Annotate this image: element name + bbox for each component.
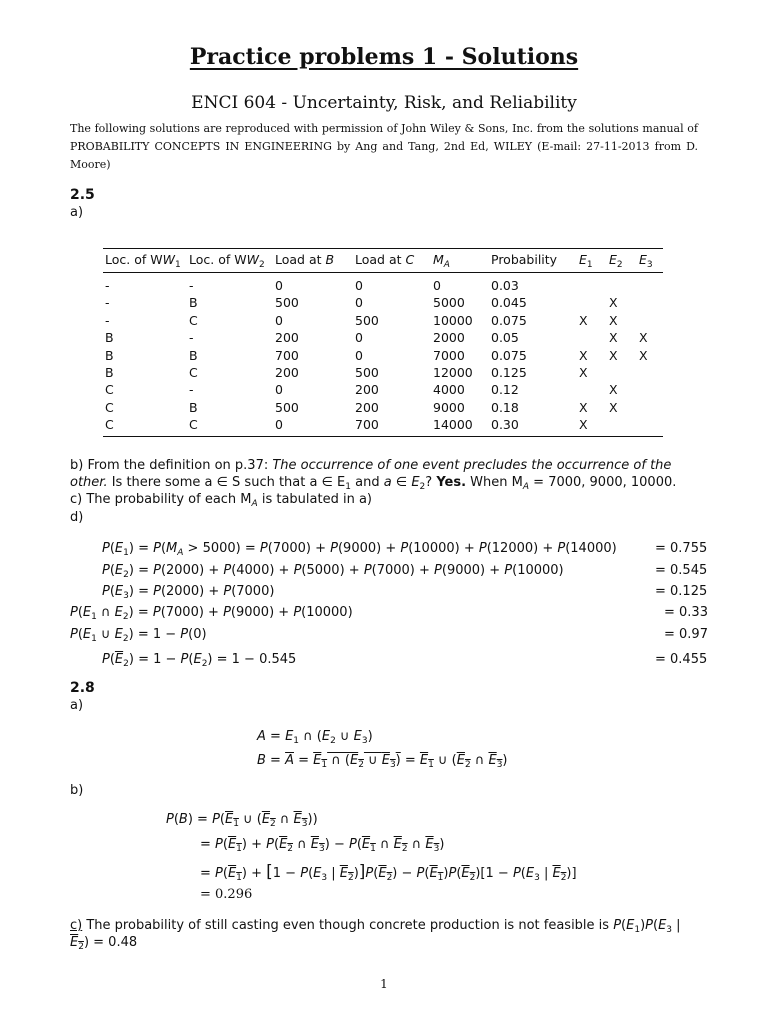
part-a-label: a) (70, 205, 84, 220)
part-d-label: d) (70, 510, 84, 525)
col-load-c: Load at C (353, 249, 431, 273)
eq-complement: $P(\overline{E}_2) = 1 - P(E_2) = 1 - 0.545$ (102, 652, 297, 669)
table-row: - B 500 0 5000 0.045 X (105, 295, 618, 311)
col-loc-w2: Loc. of $WW_2$ (187, 249, 273, 273)
eq-pb-result: = 0.296 (200, 887, 253, 902)
eq-pe3: $P(E_3) = P(2000) + P(7000)$ (102, 584, 275, 601)
col-e3: $E_3$ (637, 249, 663, 273)
result-6: = 0.455 (655, 652, 708, 667)
eq-pe2: $P(E_2) = P(2000) + P(4000) + P(5000) + P(7000) + P(9000) + P(10000)$ (102, 563, 564, 580)
eq-intersection: $P(E_1$ ∩ $E_2) = P(7000) + P(9000) + P(10000)$ (70, 605, 353, 622)
page-number: 1 (380, 977, 388, 991)
result-4: = 0.33 (664, 605, 708, 620)
table-row: C - 0 200 4000 0.12 X (105, 382, 618, 398)
part-b-line1: b) From the definition on p.37: The occurrence of one event precludes the occurrence of the (70, 458, 672, 473)
result-2: = 0.545 (655, 563, 708, 578)
eq-pe1: $P(E_1) = P(M_A > 5000) = P(7000) + P(9000) + P(10000) + P(12000) + P(14000)$ (102, 541, 617, 558)
result-1: = 0.755 (655, 541, 708, 556)
eq-b-def: $B = \overline{A} = E_1$ ∩ ($E_2$ ∪ $E_3) = E_1$ ∪ ($E_2$ ∩ $E_3$) (257, 753, 508, 770)
table-row: C B 500 200 9000 0.18 X X (105, 399, 618, 415)
col-ma: $M_A$ (431, 249, 489, 273)
page-title: Practice problems 1 - Solutions (189, 44, 579, 70)
table-header-row (103, 249, 663, 273)
col-probability: Probability (489, 249, 577, 273)
table-row: B B 700 0 7000 0.075 X X X (105, 347, 648, 363)
col-e1: $E_1$ (577, 249, 607, 273)
table-row: B C 200 500 12000 0.125 X (105, 365, 588, 381)
intro-paragraph: The following solutions are reproduced with permission of John Wiley & Sons, Inc. from the solutions manual of PROBABILITY CONCEPTS IN ENGINEERING by Ang and Tang, 2nd Ed, WILEY (E-mail: 27-11-2013 from D. Moore) (70, 122, 698, 171)
col-e2: $E_2$ (607, 249, 637, 273)
eq-a-def: $A = E_1$ ∩ ($E_2$ ∪ $E_3$) (257, 729, 373, 746)
problem-2-5-heading: 2.5 (70, 187, 95, 203)
problem-2-8-heading: 2.8 (70, 680, 95, 696)
part-c-2-8-line1: c) The probability of still casting even though concrete production is not feasible is $P(E_1)P(E_3$ | (70, 918, 681, 935)
load-table (103, 248, 663, 437)
part-b-line2: other. Is there some a ∈ S such that a ∈ $E_1$ and a ∈ $E_2$? Yes. When $M_A = 7000$, 9000, 10000. (70, 475, 677, 492)
table-row: - C 0 500 10000 0.075 X X (105, 312, 618, 328)
part-c-2-8-line2: $E_2) = 0.48$ (70, 935, 138, 952)
col-load-b: Load at B (273, 249, 353, 273)
table-row: B - 200 0 2000 0.05 X X (105, 330, 648, 346)
part-c-line: c) The probability of each $M_A$ is tabulated in a) (70, 492, 372, 509)
eq-pb-1: $P(B) = P(E_1$ ∪ ($E_2$ ∩ $E_3$)) (166, 812, 318, 829)
col-loc-w1: Loc. of $WW_1$ (103, 249, 187, 273)
result-3: = 0.125 (655, 584, 708, 599)
eq-pb-3: = $P(E_1) + [1 - P(E_3$ | $E_2)]P(E_2) - P(E_1)P(E_2)[1 - P(E_3$ | $E_2$)] (200, 862, 577, 883)
table-row: - - 0 0 0 0.03 (105, 278, 519, 293)
table-row: C C 0 700 14000 0.30 X (103, 416, 663, 436)
part-a-label-2-8: a) (70, 698, 84, 713)
result-5: = 0.97 (664, 627, 708, 642)
part-b-label-2-8: b) (70, 783, 84, 798)
course-subtitle: ENCI 604 - Uncertainty, Risk, and Reliability (191, 93, 577, 113)
eq-pb-2: = $P(E_1) + P(E_2$ ∩ $E_3) - P(E_1$ ∩ $E_2$ ∩ $E_3$) (200, 837, 445, 854)
eq-union: $P(E_1$ ∪ $E_2) = 1 - P(0)$ (70, 627, 207, 644)
